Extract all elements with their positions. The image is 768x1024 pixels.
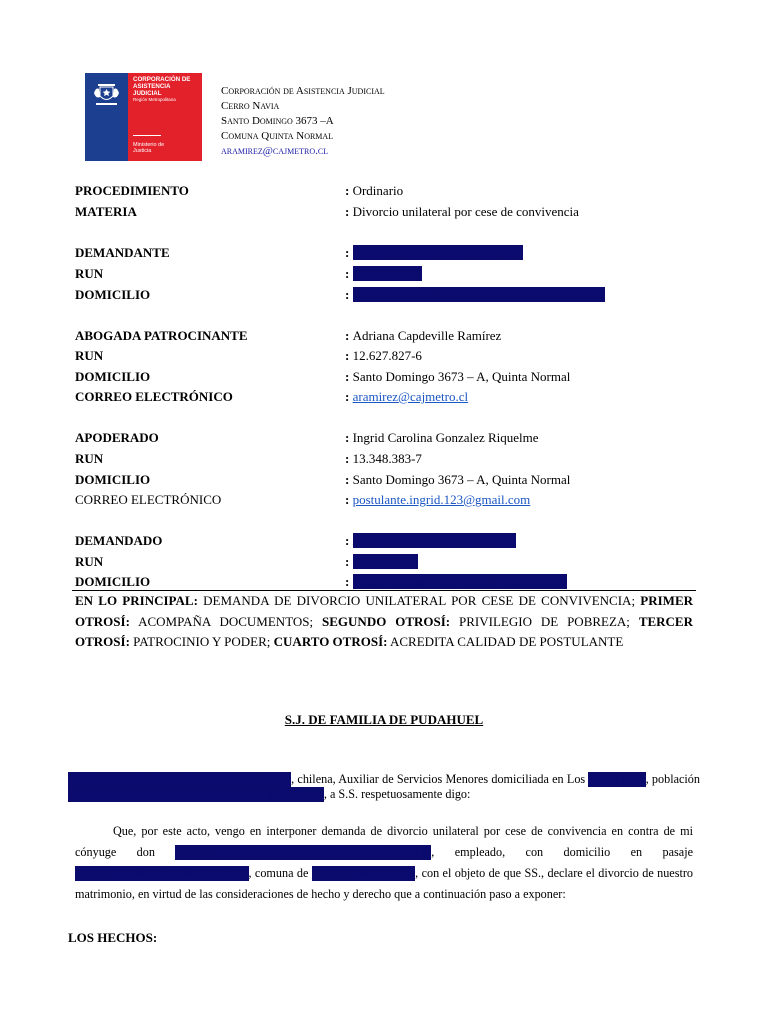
logo-blue-panel	[85, 73, 128, 161]
field-apoderado	[75, 430, 695, 450]
paragraph-claim: Que, por este acto, vengo en interponer demanda de divorcio unilateral por cese de convivencia en contra de mi cónyuge don ALFREDO OSVALDO RIVAS CARRILLO, empleado, con domicilio en pasaje Laguna Verde número 8361, comuna de Pudahuel Sur, con el objeto de que SS., declare el divorcio de nuestro matrimonio, en virtud de las consideraciones de hecho y derecho que a continuación paso a exponer:	[75, 824, 693, 901]
field-apoderado-run	[75, 451, 695, 471]
field-label: DOMICILIO	[75, 574, 151, 589]
field-label: DOMICILIO	[75, 369, 151, 384]
field-value: : Ordinario	[345, 183, 404, 198]
field-label: PROCEDIMIENTO	[75, 183, 189, 198]
logo-line-3: JUDICIAL	[133, 90, 162, 97]
field-value: : Divorcio unilateral por cese de convivencia	[345, 204, 579, 219]
field-label: RUN	[75, 554, 104, 569]
field-materia	[75, 204, 695, 224]
logo-line-2: ASISTENCIA	[133, 83, 171, 90]
field-label: ABOGADA PATROCINANTE	[75, 328, 248, 343]
field-procedimiento	[75, 183, 695, 203]
field-label: RUN	[75, 266, 104, 281]
field-label: RUN	[75, 348, 104, 363]
redacted-text: Los Lagos 1747, población Huamachuco, Renca	[352, 287, 605, 302]
field-apoderado-domicilio	[75, 472, 695, 492]
field-label: DOMICILIO	[75, 472, 151, 487]
field-label: DOMICILIO	[75, 287, 151, 302]
chile-coat-of-arms-icon	[91, 81, 122, 109]
letterhead-email[interactable]: aramirez@cajmetro.cl	[221, 145, 329, 157]
field-abogada-run	[75, 348, 695, 368]
field-value: : Pasaje Laguna Verde 8361, Pudahuel Sur	[345, 574, 567, 589]
redacted-text: Cecilia Adriana Abrigo Guerrero	[352, 245, 524, 260]
field-value: : 10.000.000-0	[345, 266, 422, 281]
field-demandante	[75, 245, 695, 265]
redacted-text: Alfredo Osvaldo Rivas Carrillo	[352, 533, 517, 548]
field-label: DEMANDADO	[75, 533, 163, 548]
field-abogada-correo	[75, 389, 695, 409]
logo-divider	[133, 135, 161, 136]
field-label: CORREO ELECTRÓNICO	[75, 389, 233, 404]
field-value: : Adriana Capdeville Ramírez	[345, 328, 502, 343]
email-link[interactable]: aramirez@cajmetro.cl	[352, 389, 469, 404]
field-value: : Cecilia Adriana Abrigo Guerrero	[345, 245, 524, 260]
redacted-text: 7.000.000-K	[352, 554, 419, 569]
field-demandado	[75, 533, 695, 553]
field-value: : 13.348.383-7	[345, 451, 422, 466]
letterhead-commune: Comuna Quinta Normal	[221, 130, 334, 142]
redacted-text: 10.000.000-0	[352, 266, 422, 281]
letterhead	[221, 84, 385, 159]
field-value: : Santo Domingo 3673 – A, Quinta Normal	[345, 369, 571, 384]
redacted-text: Lagos 1747	[588, 772, 646, 786]
field-abogada	[75, 328, 695, 348]
logo-ministry-line-1: Ministerio de	[133, 142, 165, 148]
field-abogada-domicilio	[75, 369, 695, 389]
redacted-text: Pasaje Laguna Verde 8361, Pudahuel Sur	[352, 574, 567, 589]
field-label: MATERIA	[75, 204, 137, 219]
paragraph-plaintiff: CECILIA ADRIANA ABRIGO GUERRERO, chilena, Auxiliar de Servicios Menores domiciliada en Los Lagos 1747, población Huamachuco, comuna de Renca, ciudad de Santiago, a S.S. respetuosamente digo:	[68, 772, 700, 801]
field-value: : Los Lagos 1747, población Huamachuco, Renca	[345, 287, 605, 302]
field-value: : postulante.ingrid.123@gmail.com	[345, 492, 531, 507]
section-heading-hechos: LOS HECHOS:	[68, 930, 158, 945]
court-heading: S.J. DE FAMILIA DE PUDAHUEL	[284, 712, 484, 727]
logo-org-name	[133, 76, 190, 97]
logo-line-1: CORPORACIÓN DE	[133, 76, 191, 83]
field-value: : Alfredo Osvaldo Rivas Carrillo	[345, 533, 517, 548]
field-label: APODERADO	[75, 430, 159, 445]
field-demandante-domicilio	[75, 287, 695, 307]
redacted-text: Laguna Verde número 8361	[75, 866, 249, 881]
field-value: : Santo Domingo 3673 – A, Quinta Normal	[345, 472, 571, 487]
field-demandado-run	[75, 554, 695, 574]
field-value: : Ingrid Carolina Gonzalez Riquelme	[345, 430, 539, 445]
redacted-text: Pudahuel Sur	[312, 866, 415, 881]
logo-red-panel	[128, 73, 202, 161]
field-value: : aramirez@cajmetro.cl	[345, 389, 469, 404]
field-value: : 12.627.827-6	[345, 348, 422, 363]
logo-region: Región Metropolitana	[133, 97, 176, 102]
cajmetro-logo	[85, 73, 202, 161]
logo-ministry-line-2: Justicia	[133, 148, 152, 154]
field-demandante-run	[75, 266, 695, 286]
redacted-text: ALFREDO OSVALDO RIVAS CARRILLO	[175, 845, 431, 860]
redacted-text: Huamachuco, comuna de Renca, ciudad de Santiago	[68, 787, 324, 801]
logo-ministry	[133, 142, 164, 154]
petition-summary: EN LO PRINCIPAL: DEMANDA DE DIVORCIO UNILATERAL POR CESE DE CONVIVENCIA; PRIMER OTROSÍ: ACOMPAÑA DOCUMENTOS; SEGUNDO OTROSÍ: PRIVILEGIO DE POBREZA; TERCER OTROSÍ: PATROCINIO Y PODER; CUARTO OTROSÍ: ACREDITA CALIDAD DE POSTULANTE	[75, 593, 694, 649]
field-apoderado-correo	[75, 492, 695, 512]
field-label: RUN	[75, 451, 104, 466]
redacted-text: CECILIA ADRIANA ABRIGO GUERRERO	[68, 772, 292, 786]
field-label: DEMANDANTE	[75, 245, 170, 260]
field-value: : 7.000.000-K	[345, 554, 419, 569]
email-link[interactable]: postulante.ingrid.123@gmail.com	[352, 492, 531, 507]
field-label: CORREO ELECTRÓNICO	[75, 492, 222, 507]
letterhead-street: Santo Domingo 3673 –A	[221, 115, 334, 127]
letterhead-org: Corporación de Asistencia Judicial	[221, 85, 385, 97]
letterhead-office: Cerro Navia	[221, 100, 280, 112]
